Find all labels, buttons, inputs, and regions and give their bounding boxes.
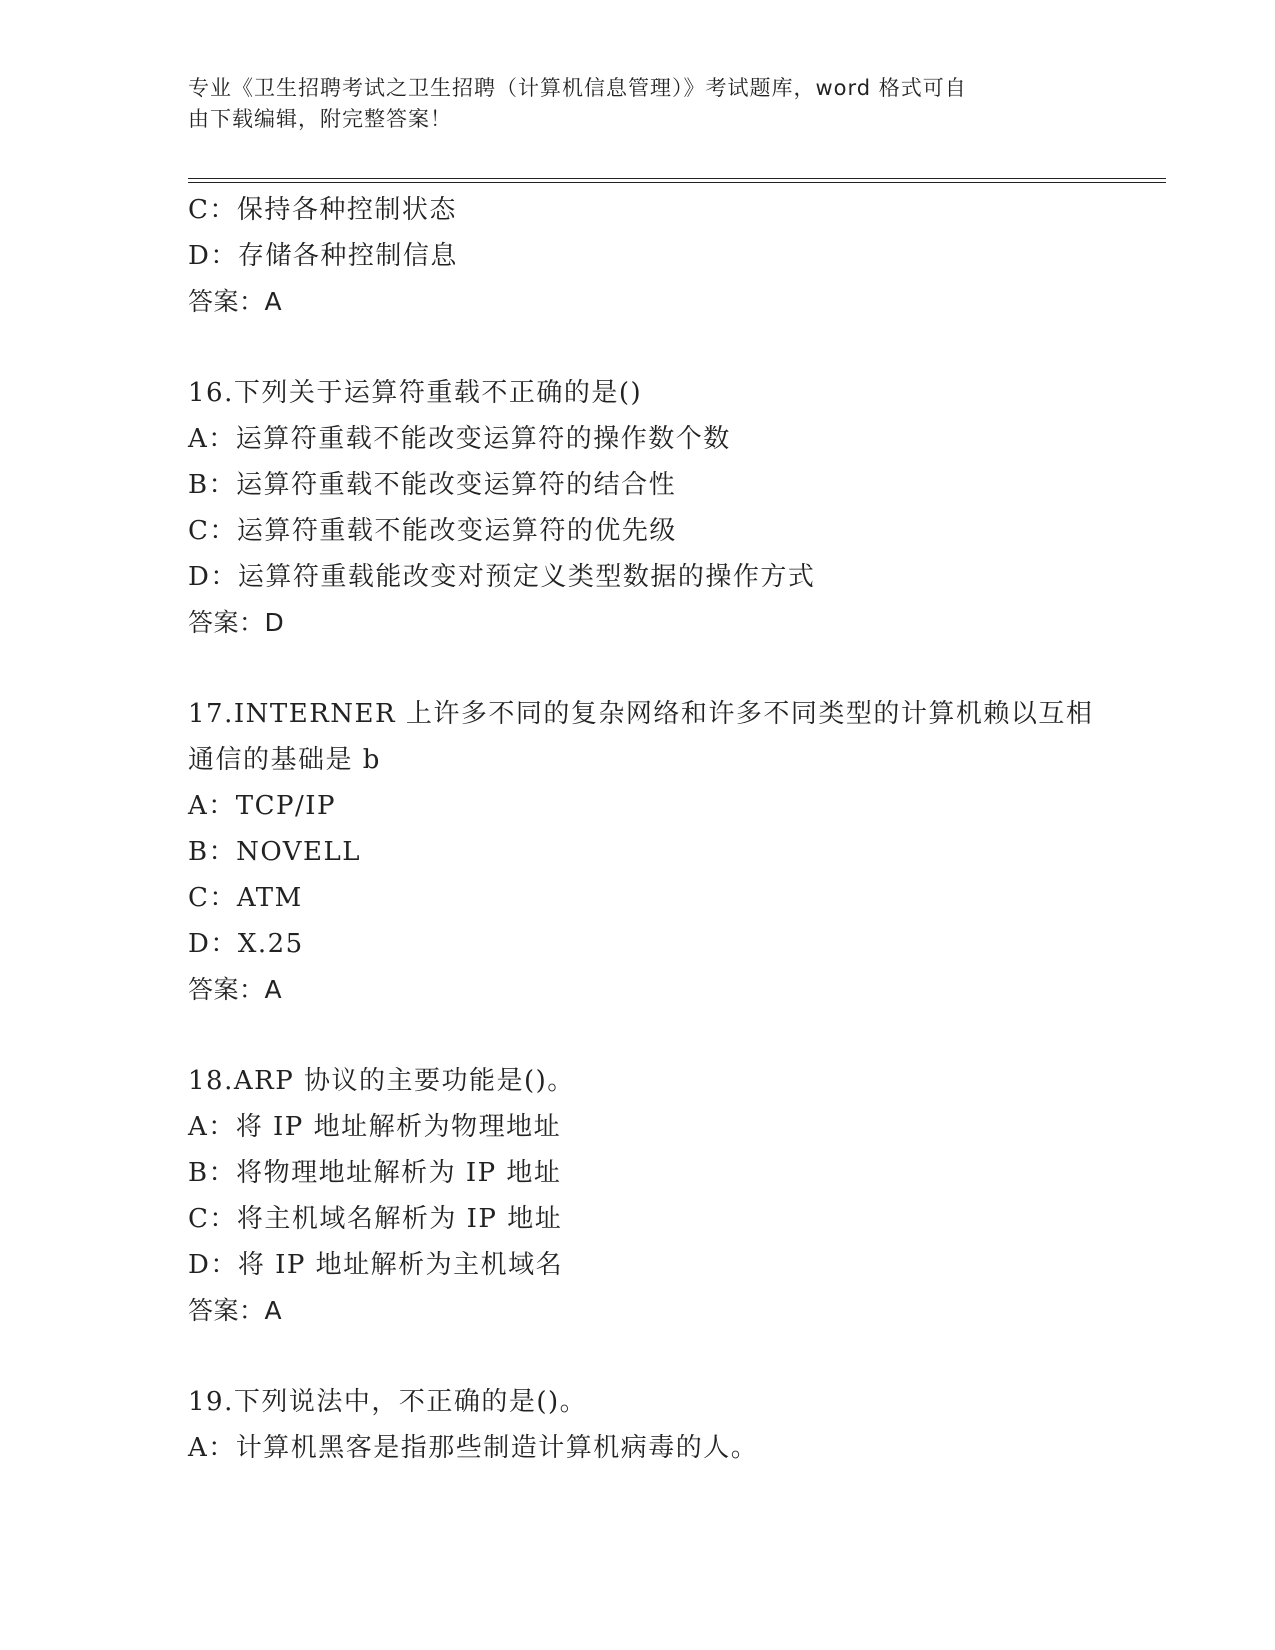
answer-line: 答案：A — [188, 975, 283, 1004]
spacer — [188, 646, 1148, 691]
question-block — [188, 187, 1148, 325]
question-block — [188, 1379, 1148, 1471]
option-a: A：运算符重载不能改变运算符的操作数个数 — [188, 424, 731, 454]
question-stem: 19.下列说法中，不正确的是()。 — [188, 1387, 588, 1417]
answer-line: 答案：A — [188, 1296, 283, 1325]
option-a: A：TCP/IP — [188, 791, 337, 821]
question-stem: 17.INTERNER 上许多不同的复杂网络和许多不同类型的计算机赖以互相 — [188, 699, 1094, 729]
header-line-2: 由下载编辑，附完整答案！ — [188, 107, 452, 131]
option-c: C：将主机域名解析为 IP 地址 — [188, 1204, 563, 1234]
question-stem: 18.ARP 协议的主要功能是()。 — [188, 1066, 575, 1096]
spacer — [188, 1013, 1148, 1058]
answer-line: 答案：D — [188, 608, 285, 637]
option-a: A：计算机黑客是指那些制造计算机病毒的人。 — [188, 1433, 759, 1463]
option-b: B：运算符重载不能改变运算符的结合性 — [188, 470, 677, 500]
option-c: C：保持各种控制状态 — [188, 195, 457, 225]
answer-line: 答案：A — [188, 287, 283, 316]
header-line-1: 专业《卫生招聘考试之卫生招聘（计算机信息管理）》考试题库，word 格式可自 — [188, 76, 967, 100]
question-block — [188, 370, 1148, 646]
question-block — [188, 1058, 1148, 1334]
spacer — [188, 325, 1148, 370]
option-c: C：运算符重载不能改变运算符的优先级 — [188, 516, 677, 546]
option-d: D：X.25 — [188, 929, 304, 959]
option-d: D：存储各种控制信息 — [188, 241, 458, 271]
option-d: D：将 IP 地址解析为主机域名 — [188, 1250, 564, 1280]
header-divider-bottom — [188, 182, 1166, 183]
option-c: C：ATM — [188, 883, 303, 913]
spacer — [188, 1334, 1148, 1379]
question-list — [188, 187, 1148, 1471]
option-b: B：NOVELL — [188, 837, 362, 867]
header-divider-top — [188, 178, 1166, 179]
question-stem-continued: 通信的基础是 b — [188, 745, 381, 775]
option-d: D：运算符重载能改变对预定义类型数据的操作方式 — [188, 562, 816, 592]
option-b: B：将物理地址解析为 IP 地址 — [188, 1158, 562, 1188]
question-block — [188, 691, 1148, 1013]
option-a: A：将 IP 地址解析为物理地址 — [188, 1112, 562, 1142]
document-header — [188, 73, 1088, 135]
question-stem: 16.下列关于运算符重载不正确的是() — [188, 378, 643, 408]
